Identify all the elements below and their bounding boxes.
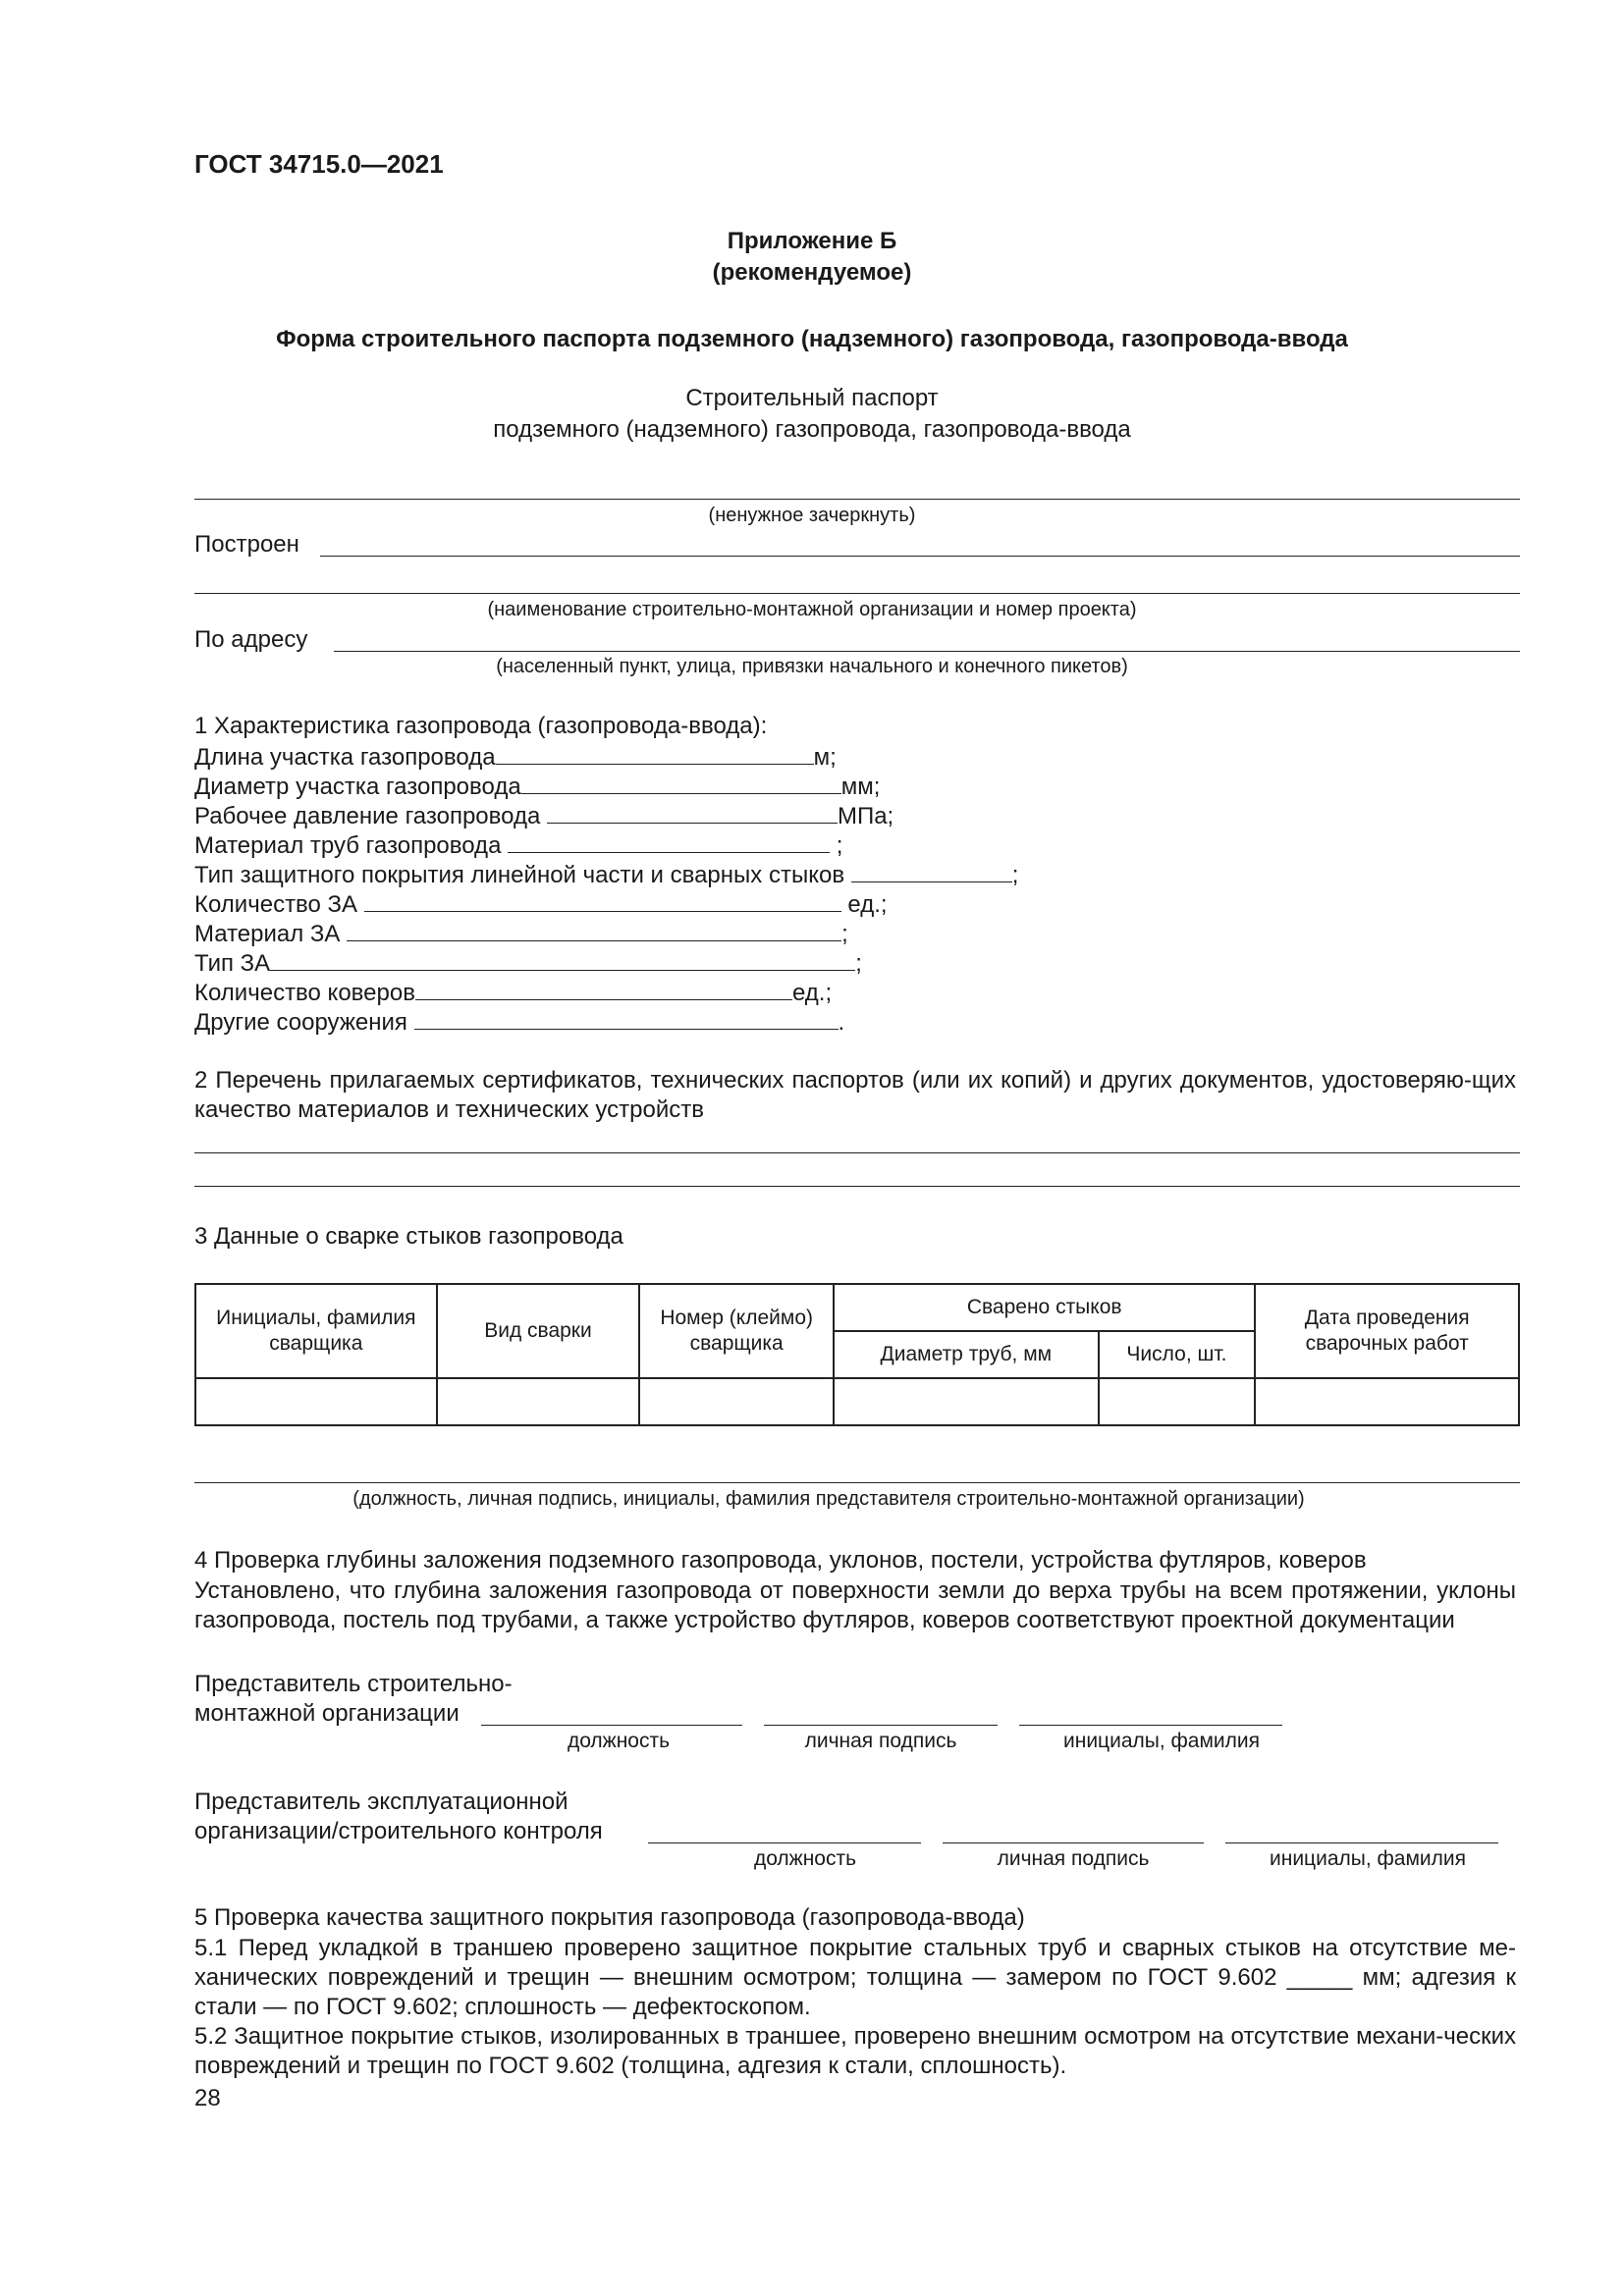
- cell-initials[interactable]: [195, 1378, 437, 1425]
- row-label: Диаметр участка газопровода: [194, 774, 521, 800]
- rep1-signature-caption: личная подпись: [804, 1730, 957, 1752]
- rep2-position-caption: должность: [753, 1847, 857, 1870]
- row-valve-type: [194, 948, 862, 978]
- cell-weld-type[interactable]: [437, 1378, 640, 1425]
- cell-pipe-diameter[interactable]: [834, 1378, 1099, 1425]
- row-label: Тип ЗА: [194, 950, 271, 977]
- header-welded-joints: Сварено стыков: [834, 1284, 1255, 1331]
- header-weld-date: Дата проведения сварочных работ: [1255, 1284, 1519, 1378]
- cell-welder-number[interactable]: [639, 1378, 834, 1425]
- address-caption: (населенный пункт, улица, привязки начального и конечного пикетов): [496, 656, 1128, 677]
- valve-material-field[interactable]: [347, 919, 841, 941]
- page-number: 28: [194, 2085, 221, 2111]
- row-length: [194, 742, 837, 772]
- org-signature-line[interactable]: [194, 1482, 1520, 1483]
- object-type-line: [194, 499, 1520, 500]
- built-field[interactable]: [320, 556, 1520, 557]
- built-label: Построен: [194, 531, 299, 558]
- header-welder-number: Номер (клеймо) сварщика: [639, 1284, 834, 1378]
- row-unit: МПа;: [837, 803, 894, 829]
- rep1-label-line1: Представитель строительно-: [194, 1671, 513, 1697]
- valve-count-field[interactable]: [364, 889, 841, 912]
- document-code: ГОСТ 34715.0—2021: [194, 149, 444, 179]
- passport-title: Строительный паспорт: [685, 385, 939, 411]
- coating-type-field[interactable]: [851, 860, 1012, 882]
- row-label: Материал ЗА: [194, 921, 348, 947]
- row-label: Количество ЗА: [194, 891, 364, 918]
- row-diameter: [194, 772, 880, 801]
- rep2-name-caption: инициалы, фамилия: [1270, 1847, 1466, 1870]
- row-unit: ед.;: [791, 980, 833, 1006]
- row-unit: мм;: [840, 774, 881, 800]
- row-label: Рабочее давление газопровода: [194, 803, 547, 829]
- section2-text: 2 Перечень прилагаемых сертификатов, технических паспортов (или их копий) и других документов, удостоверяю-щих качество материалов и технических устройств: [194, 1067, 1516, 1123]
- documents-line-1[interactable]: [194, 1152, 1520, 1153]
- row-unit: ед.;: [840, 891, 888, 918]
- row-unit: ;: [841, 921, 848, 947]
- row-unit: .: [838, 1009, 845, 1036]
- row-valve-count: [194, 889, 888, 919]
- row-label: Количество коверов: [194, 980, 415, 1006]
- strike-caption: (ненужное зачеркнуть): [708, 505, 916, 526]
- header-weld-type: Вид сварки: [437, 1284, 640, 1378]
- row-unit: ;: [1011, 862, 1019, 888]
- row-pressure: [194, 801, 893, 830]
- row-label: Другие сооружения: [194, 1009, 414, 1036]
- section4-title: 4 Проверка глубины заложения подземного газопровода, уклонов, постели, устройства футляров, коверов: [194, 1547, 1367, 1574]
- row-label: Материал труб газопровода: [194, 832, 509, 859]
- address-label: По адресу: [194, 626, 308, 653]
- section5-title: 5 Проверка качества защитного покрытия газопровода (газопровода-ввода): [194, 1904, 1025, 1931]
- rep2-label-line1: Представитель эксплуатационной: [194, 1789, 568, 1815]
- pipe-material-field[interactable]: [508, 830, 830, 853]
- rep1-name-caption: инициалы, фамилия: [1063, 1730, 1260, 1752]
- rep1-name-field[interactable]: [1019, 1725, 1282, 1726]
- row-carpet-count: [194, 978, 832, 1007]
- header-joint-count: Число, шт.: [1099, 1331, 1256, 1378]
- header-pipe-diameter: Диаметр труб, мм: [834, 1331, 1099, 1378]
- row-pipe-material: [194, 830, 842, 860]
- row-label: Тип защитного покрытия линейной части и сварных стыков: [194, 862, 851, 888]
- section3-title: 3 Данные о сварке стыков газопровода: [194, 1223, 623, 1250]
- section1-title: 1 Характеристика газопровода (газопровода-ввода):: [194, 713, 768, 739]
- row-coating-type: [194, 860, 1018, 889]
- row-unit: ;: [830, 832, 843, 859]
- other-structures-field[interactable]: [414, 1007, 839, 1030]
- row-label: Длина участка газопровода: [194, 744, 496, 771]
- rep1-position-caption: должность: [567, 1730, 671, 1752]
- row-unit: м;: [813, 744, 837, 771]
- length-field[interactable]: [496, 742, 814, 765]
- valve-type-field[interactable]: [270, 948, 855, 971]
- rep2-name-field[interactable]: [1225, 1842, 1498, 1843]
- cell-weld-date[interactable]: [1255, 1378, 1519, 1425]
- form-title: Форма строительного паспорта подземного (надземного) газопровода, газопровода-ввода: [276, 326, 1348, 352]
- cell-joint-count[interactable]: [1099, 1378, 1256, 1425]
- org-line: [194, 593, 1520, 594]
- section5-paragraph-1: 5.1 Перед укладкой в траншею проверено защитное покрытие стальных труб и сварных стыков на отсутствие ме-ханических повреждений и трещин — внешним осмотром; толщина — замером по ГОСТ 9.602 _____ мм; адгезия к стали — по ГОСТ 9.602; сплошность — дефектоскопом.: [194, 1935, 1516, 2020]
- diameter-field[interactable]: [521, 772, 841, 794]
- section4-text: Установлено, что глубина заложения газопровода от поверхности земли до верха трубы на всем протяжении, уклоны газопровода, постель под трубами, а также устройство футляров, коверов соответствуют проектной документации: [194, 1577, 1516, 1633]
- address-field[interactable]: [334, 651, 1520, 652]
- rep1-signature-field[interactable]: [764, 1725, 998, 1726]
- passport-subtitle: подземного (надземного) газопровода, газопровода-ввода: [493, 416, 1131, 443]
- carpet-count-field[interactable]: [415, 978, 792, 1000]
- rep2-position-field[interactable]: [648, 1842, 921, 1843]
- section5-paragraph-2: 5.2 Защитное покрытие стыков, изолированных в траншее, проверено внешним осмотром на отсутствие механи-ческих повреждений и трещин по ГОСТ 9.602 (толщина, адгезия к стали, сплошность).: [194, 2023, 1516, 2079]
- table-row: [195, 1378, 1519, 1425]
- rep2-signature-field[interactable]: [943, 1842, 1204, 1843]
- rep2-signature-caption: личная подпись: [997, 1847, 1150, 1870]
- appendix-subtitle: (рекомендуемое): [712, 259, 912, 286]
- header-initials: Инициалы, фамилия сварщика: [195, 1284, 437, 1378]
- row-unit: ;: [855, 950, 862, 977]
- rep2-label-line2: организации/строительного контроля: [194, 1818, 603, 1844]
- documents-line-2[interactable]: [194, 1186, 1520, 1187]
- appendix-title: Приложение Б: [727, 228, 897, 254]
- rep1-position-field[interactable]: [481, 1725, 742, 1726]
- org-caption: (наименование строительно-монтажной организации и номер проекта): [487, 599, 1137, 620]
- welding-table: [194, 1283, 1520, 1426]
- pressure-field[interactable]: [547, 801, 838, 824]
- org-signature-caption: (должность, личная подпись, инициалы, фамилия представителя строительно-монтажной организации): [352, 1488, 1305, 1510]
- rep1-label-line2: монтажной организации: [194, 1700, 460, 1727]
- row-valve-material: [194, 919, 848, 948]
- row-other-structures: [194, 1007, 844, 1037]
